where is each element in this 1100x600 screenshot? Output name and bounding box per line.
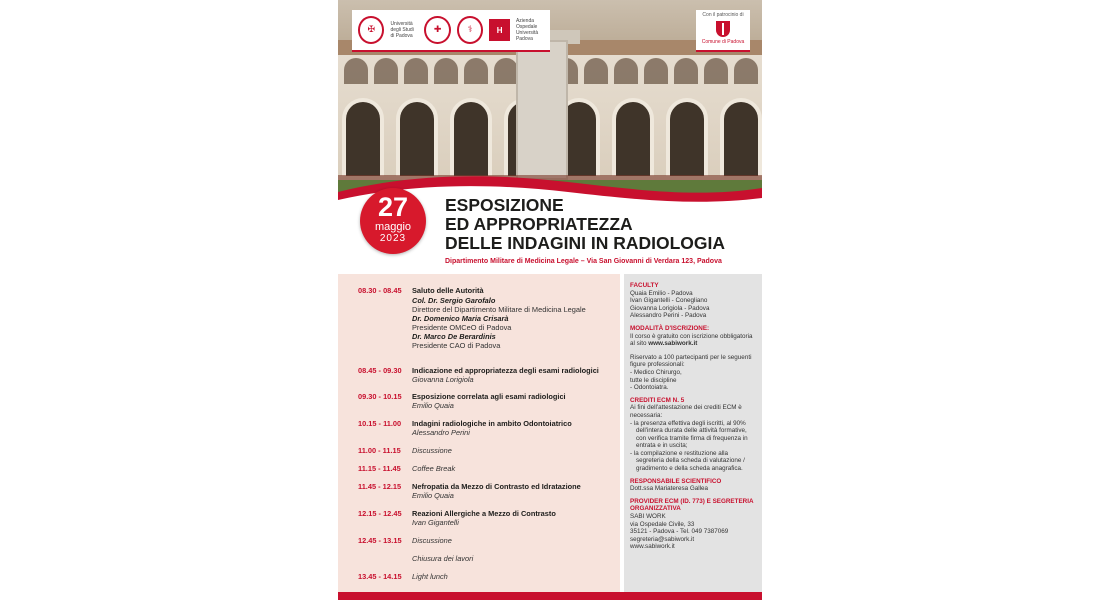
- faculty-list: Quaia Emilio - Padova Ivan Gigantelli - Conegliano Giovanna Lorigiola - Padova Alessandro Perini - Padova: [630, 289, 710, 320]
- program-time: 11.00 - 11.15: [358, 446, 401, 455]
- program-title: Saluto delle Autorità: [412, 286, 484, 295]
- authority-role: Presidente OMCeO di Padova: [412, 323, 512, 332]
- professions-list: [630, 369, 754, 392]
- date-badge: [360, 188, 426, 254]
- program-speaker: Ivan Gigantelli: [412, 518, 459, 527]
- list-item: - la compilazione e restituzione alla segreteria della scheda di valutazione / gradimento e della scheda anagrafica.: [630, 449, 745, 473]
- program-time: 13.45 - 14.15: [358, 572, 402, 581]
- medical-cross-logo: ✚: [424, 16, 450, 44]
- ecm-requirements-list: [630, 420, 754, 473]
- scientific-manager-heading: RESPONSABILE SCIENTIFICO: [630, 477, 722, 485]
- list-item: tutte le discipline: [630, 376, 677, 384]
- program-time: 10.15 - 11.00: [358, 419, 402, 428]
- authority-name: Col. Dr. Sergio Garofalo: [412, 296, 496, 305]
- program-speaker: Emilio Quaia: [412, 491, 454, 500]
- date-year: 2023: [379, 233, 407, 244]
- program-title: Reazioni Allergiche a Mezzo di Contrasto: [412, 509, 556, 518]
- program-time: 12.15 - 12.45: [358, 509, 402, 518]
- title-line-2: ED APPROPRIATEZZA: [445, 214, 633, 234]
- authority-role: Direttore del Dipartimento Militare di Medicina Legale: [412, 305, 586, 314]
- venue-address: Dipartimento Militare di Medicina Legale – Via San Giovanni di Verdara 123, Padova: [445, 258, 722, 265]
- registration-site-link[interactable]: www.sabiwork.it: [648, 340, 698, 348]
- ecm-heading: CREDITI ECM N. 5: [630, 396, 685, 404]
- program-title: Indicazione ed appropriatezza degli esami radiologici: [412, 366, 599, 375]
- reserved-text: Riservato a 100 partecipanti per le seguenti figure professionali:: [630, 353, 752, 369]
- program-time: 11.15 - 11.45: [358, 464, 401, 473]
- comune-name: Comune di Padova: [701, 39, 745, 45]
- program-speaker: Emilio Quaia: [412, 401, 454, 410]
- authority-name: Dr. Marco De Berardinis: [412, 332, 496, 341]
- patronage-caption: Con il patrocinio di: [702, 12, 744, 18]
- aou-logo: H: [489, 19, 510, 41]
- event-title: [445, 196, 755, 253]
- registration-sentence: Il corso è gratuito con iscrizione obbligatoria al sito: [630, 332, 753, 348]
- title-line-1: ESPOSIZIONE: [445, 195, 564, 215]
- title-line-3: DELLE INDAGINI IN RADIOLOGIA: [445, 233, 725, 253]
- provider-heading: PROVIDER ECM (ID. 773) E SEGRETERIA ORGANIZZATIVA: [630, 497, 754, 513]
- program-speaker: Discussione: [412, 536, 452, 545]
- unipd-logo-text: Università degli Studi di Padova: [390, 21, 414, 39]
- scientific-manager-name: Dott.ssa Mariateresa Gallea: [630, 485, 709, 493]
- program-speaker: Chiusura dei lavori: [412, 554, 474, 563]
- list-item: - Odontoiatra.: [630, 384, 669, 392]
- unipd-seal-logo: ✠: [358, 16, 384, 44]
- program-time: 08.30 - 08.45: [358, 286, 402, 295]
- program-time: 09.30 - 10.15: [358, 392, 402, 401]
- list-item: - la presenza effettiva degli iscritti, al 90% dell'intera durata delle attività formative, con verifica tramite firma di frequenza in entrata e in uscita;: [630, 419, 748, 450]
- program-time: 12.45 - 13.15: [358, 536, 402, 545]
- provider-contacts: SABI WORK via Ospedale Civile, 33 35121 - Padova - Tel. 049 7387069 segreteria@sabiwork.it www.sabiwork.it: [630, 513, 729, 551]
- program-speaker: Light lunch: [412, 572, 448, 581]
- date-day: 27: [377, 192, 409, 222]
- bottom-accent-bar: [338, 592, 762, 600]
- aou-logo-text: Azienda Ospedale Università Padova: [515, 18, 539, 42]
- registration-text: [630, 333, 754, 348]
- partner-logos: [352, 10, 550, 52]
- program-title: Indagini radiologiche in ambito Odontoiatrico: [412, 419, 572, 428]
- info-sidebar: [624, 274, 762, 592]
- program-speaker: Giovanna Lorigiola: [412, 375, 474, 384]
- program-speaker: Discussione: [412, 446, 452, 455]
- list-item: - Medico Chirurgo,: [630, 368, 682, 376]
- authority-name: Dr. Domenico Maria Crisarà: [412, 314, 509, 323]
- padova-shield-icon: [716, 21, 730, 37]
- omceo-logo: ⚕: [457, 16, 483, 44]
- program-speaker: Alessandro Perini: [412, 428, 470, 437]
- program-time: 08.45 - 09.30: [358, 366, 402, 375]
- program-title: Nefropatia da Mezzo di Contrasto ed Idratazione: [412, 482, 581, 491]
- faculty-heading: FACULTY: [630, 282, 659, 289]
- event-poster: [338, 0, 762, 600]
- authority-role: Presidente CAO di Padova: [412, 341, 501, 350]
- comune-padova-logo: [696, 10, 750, 52]
- program-schedule: [338, 274, 620, 592]
- registration-heading: MODALITÀ D'ISCRIZIONE:: [630, 324, 710, 332]
- ecm-text: Ai fini dell'attestazione dei crediti ECM è necessaria:: [630, 404, 742, 419]
- program-time: 11.45 - 12.15: [358, 482, 402, 491]
- program-speaker: Coffee Break: [412, 464, 456, 473]
- program-title: Esposizione correlata agli esami radiologici: [412, 392, 566, 401]
- date-month: maggio: [374, 221, 412, 233]
